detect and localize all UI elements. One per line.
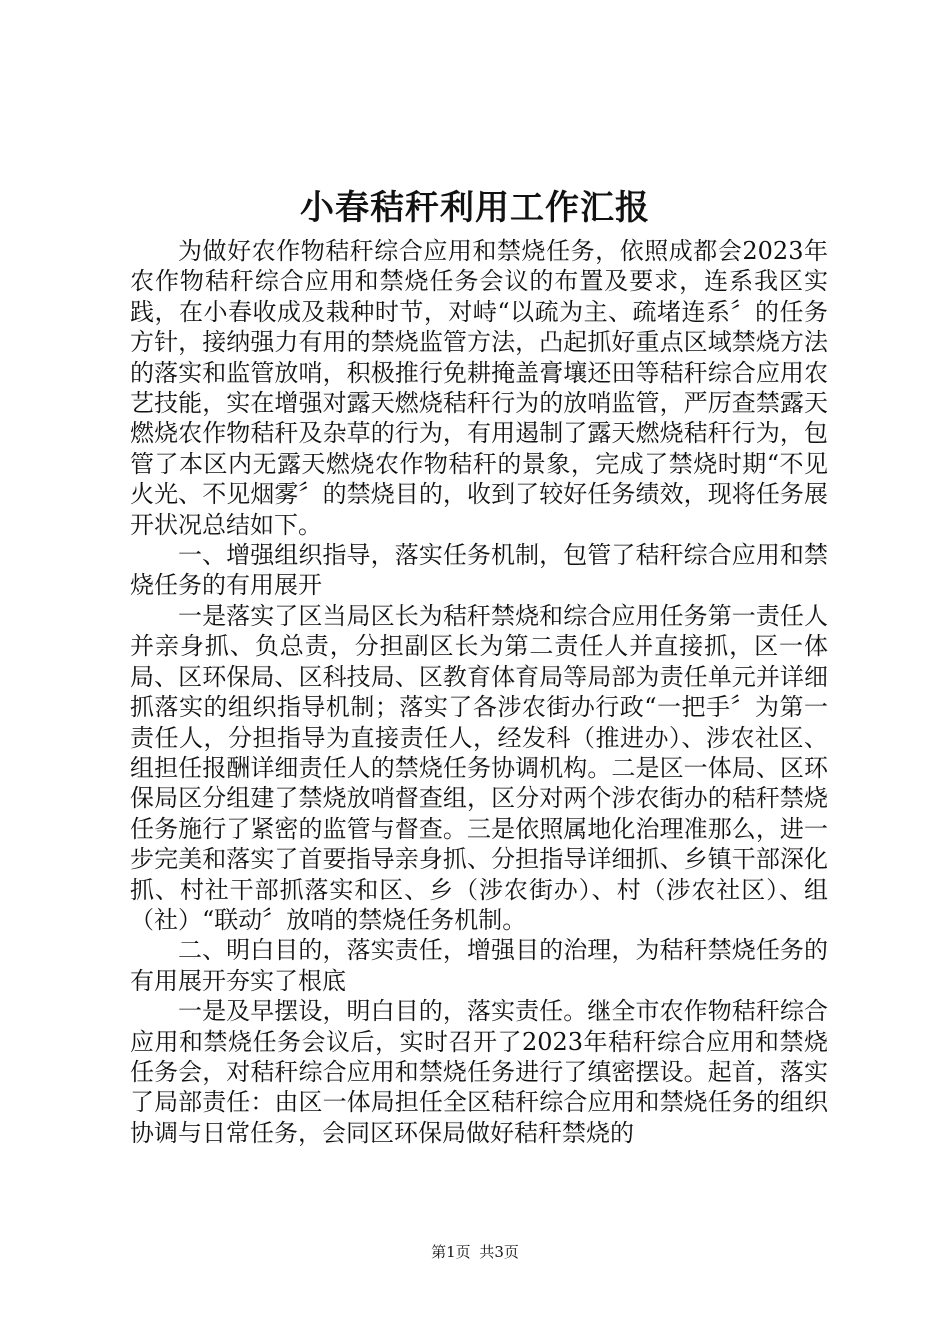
paragraph-section-2: 一是及早摆设，明白目的，落实责任。继全市农作物秸秆综合应用和禁烧任务会议后，实时召开了2023年秸秆综合应用和禁烧任务会，对秸秆综合应用和禁烧任务进行了缜密摆设。起首，落实了局部责任：由区一体局担任全区秸秆综合应用和禁烧任务的组织协调与日常任务，会同区环保局做好秸秆禁烧的 bbox=[130, 997, 828, 1147]
paragraph-intro: 为做好农作物秸秆综合应用和禁烧任务，依照成都会2023年农作物秸秆综合应用和禁烧任务会议的布置及要求，连系我区实践，在小春收成及栽种时节，对峙“以疏为主、疏堵连系〞的任务方针，接纳强力有用的禁烧监管方法，凸起抓好重点区域禁烧方法的落实和监管放哨，积极推行免耕掩盖膏壤还田等秸秆综合应用农艺技能，实在增强对露天燃烧秸秆行为的放哨监管，严厉查禁露天燃烧农作物秸秆及杂草的行为，有用遏制了露天燃烧秸秆行为，包管了本区内无露天燃烧农作物秸秆的景象，完成了禁烧时期“不见火光、不见烟雾〞的禁烧目的，收到了较好任务绩效，现将任务展开状况总结如下。 bbox=[130, 237, 828, 539]
heading-section-2: 二、明白目的，落实责任，增强目的治理，为秸秆禁烧任务的有用展开夯实了根底 bbox=[130, 936, 828, 995]
heading-section-1: 一、增强组织指导，落实任务机制，包管了秸秆综合应用和禁烧任务的有用展开 bbox=[130, 541, 828, 600]
paragraph-section-1: 一是落实了区当局区长为秸秆禁烧和综合应用任务第一责任人并亲身抓、负总责，分担副区长为第二责任人并直接抓，区一体局、区环保局、区科技局、区教育体育局等局部为责任单元并详细抓落实的组织指导机制；落实了各涉农街办行政“一把手〞为第一责任人，分担指导为直接责任人，经发科（推进办）、涉农社区、组担任报酬详细责任人的禁烧任务协调机构。二是区一体局、区环保局区分组建了禁烧放哨督查组，区分对两个涉农街办的秸秆禁烧任务施行了紧密的监管与督查。三是依照属地化治理准那么，进一步完美和落实了首要指导亲身抓、分担指导详细抓、乡镇干部深化抓、村社干部抓落实和区、乡（涉农街办）、村（涉农社区）、组（社）“联动〞放哨的禁烧任务机制。 bbox=[130, 601, 828, 934]
page-number: 第1页 bbox=[431, 1243, 471, 1261]
page-footer bbox=[0, 1242, 950, 1262]
document-body bbox=[130, 236, 828, 1148]
document-title: 小春秸秆利用工作汇报 bbox=[300, 188, 650, 228]
page-total: 共3页 bbox=[479, 1243, 519, 1261]
